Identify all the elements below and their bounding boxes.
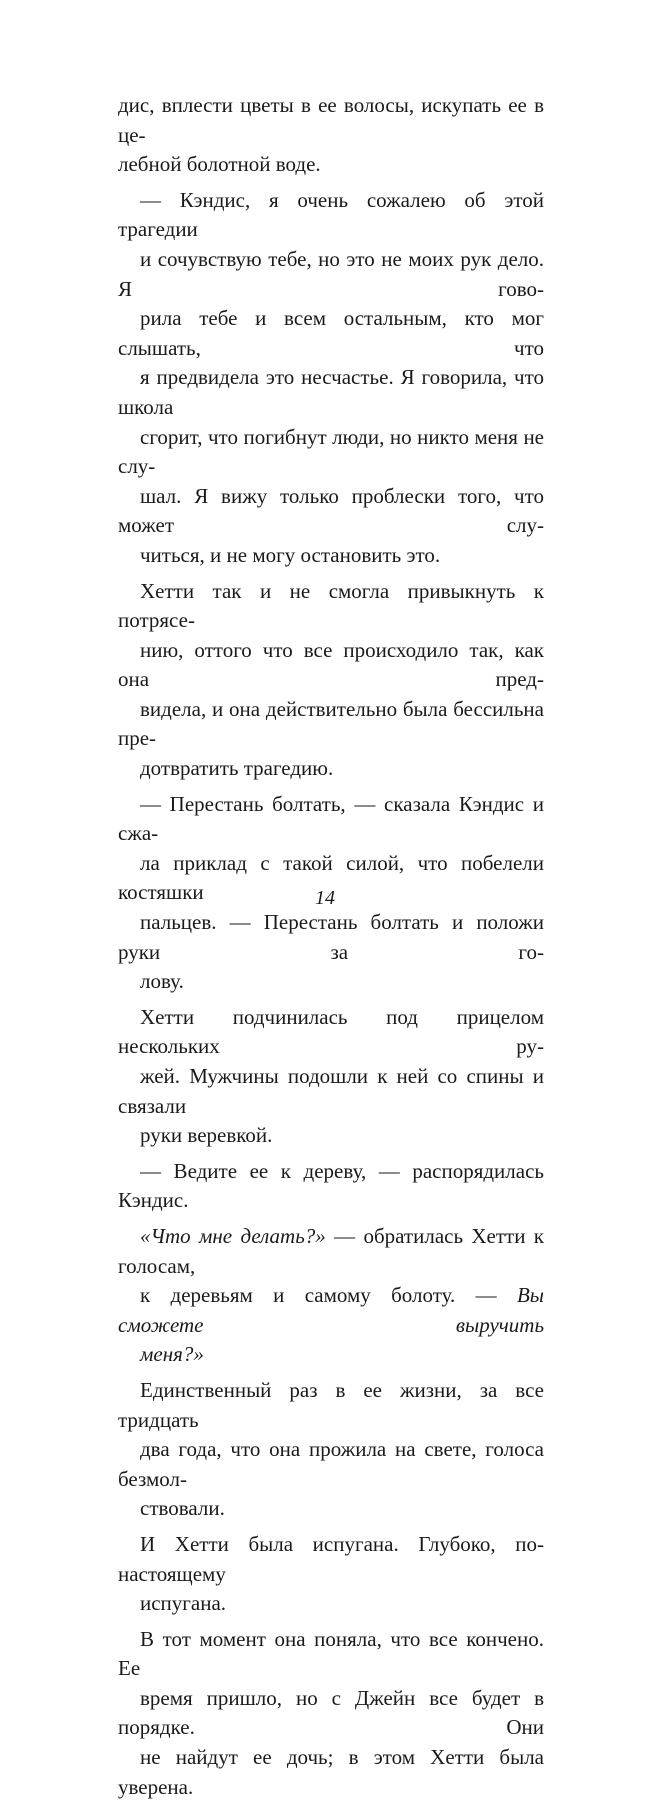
text-line: лову.: [140, 969, 184, 994]
text-line: время пришло, но с Джейн все будет в порядке. Они: [118, 1685, 544, 1740]
page-number: 14: [315, 887, 335, 909]
paragraph: [118, 1157, 544, 1216]
text-line: ла приклад с такой силой, что побелели костяшки: [118, 850, 544, 905]
paragraph: [118, 1530, 544, 1619]
text-line: [118, 1281, 544, 1340]
text-line: дотвратить трагедию.: [140, 756, 334, 781]
text-line: рила тебе и всем остальным, кто мог слышать, что: [118, 306, 544, 360]
text-line: — Перестань болтать, — сказала Кэндис и сжа-: [118, 791, 544, 846]
text-line: Хетти так и не смогла привыкнуть к потрясе-: [118, 578, 544, 633]
text-line: В тот момент она поняла, что все кончено. Ее: [118, 1626, 544, 1681]
paragraph: [118, 1222, 544, 1370]
text-line: ствовали.: [140, 1496, 225, 1521]
text-line: пальцев. — Перестань болтать и положи руки за го-: [118, 910, 544, 964]
plain-text: к деревьям и самому болоту. —: [140, 1283, 517, 1308]
italic-text: «Что мне делать?»: [140, 1223, 326, 1248]
text-line: руки веревкой.: [140, 1123, 273, 1148]
paragraph: [118, 91, 544, 180]
text-line: Единственный раз в ее жизни, за все тридцать: [118, 1377, 544, 1432]
text-line: [118, 1222, 544, 1281]
paragraph: [118, 1003, 544, 1151]
text-line: Хетти подчинилась под прицелом нескольких ру-: [118, 1004, 544, 1059]
text-line: лебной болотной воде.: [118, 152, 321, 177]
paragraph: [118, 1625, 544, 1803]
italic-text: меня?»: [140, 1342, 204, 1367]
text-line: не найдут ее дочь; в этом Хетти была уверена.: [118, 1745, 544, 1799]
text-line: дис, вплести цветы в ее волосы, искупать ее в це-: [118, 93, 544, 147]
text-line: и сочувствую тебе, но это не моих рук дело. Я гово-: [118, 246, 544, 301]
body-text: [118, 91, 544, 1808]
plain-text: — обратилась Хетти к голосам,: [118, 1223, 545, 1278]
text-line: — Кэндис, я очень сожалею об этой трагедии: [118, 187, 544, 242]
text-line: читься, и не могу остановить это.: [140, 542, 441, 567]
paragraph: [118, 1376, 544, 1524]
paragraph: [118, 577, 544, 784]
text-line: жей. Мужчины подошли к ней со спины и связали: [118, 1064, 544, 1118]
italic-text: Вы сможете выручить: [118, 1283, 544, 1337]
text-line: два года, что она прожила на свете, голоса безмол-: [118, 1437, 544, 1491]
text-line: И Хетти была испугана. Глубоко, по-настоящему: [118, 1531, 544, 1586]
text-line: видела, и она действительно была бессильна пре-: [118, 696, 544, 751]
text-line: шал. Я вижу только проблески того, что может слу-: [118, 483, 544, 538]
text-line: — Ведите ее к дереву, — распорядилась Кэндис.: [118, 1158, 544, 1213]
text-line: испугана.: [140, 1591, 227, 1616]
text-line: сгорит, что погибнут люди, но никто меня не слу-: [118, 424, 544, 479]
paragraph: [118, 186, 544, 571]
text-line: я предвидела это несчастье. Я говорила, что школа: [118, 365, 544, 419]
text-line: нию, оттого что все происходило так, как она пред-: [118, 637, 544, 692]
